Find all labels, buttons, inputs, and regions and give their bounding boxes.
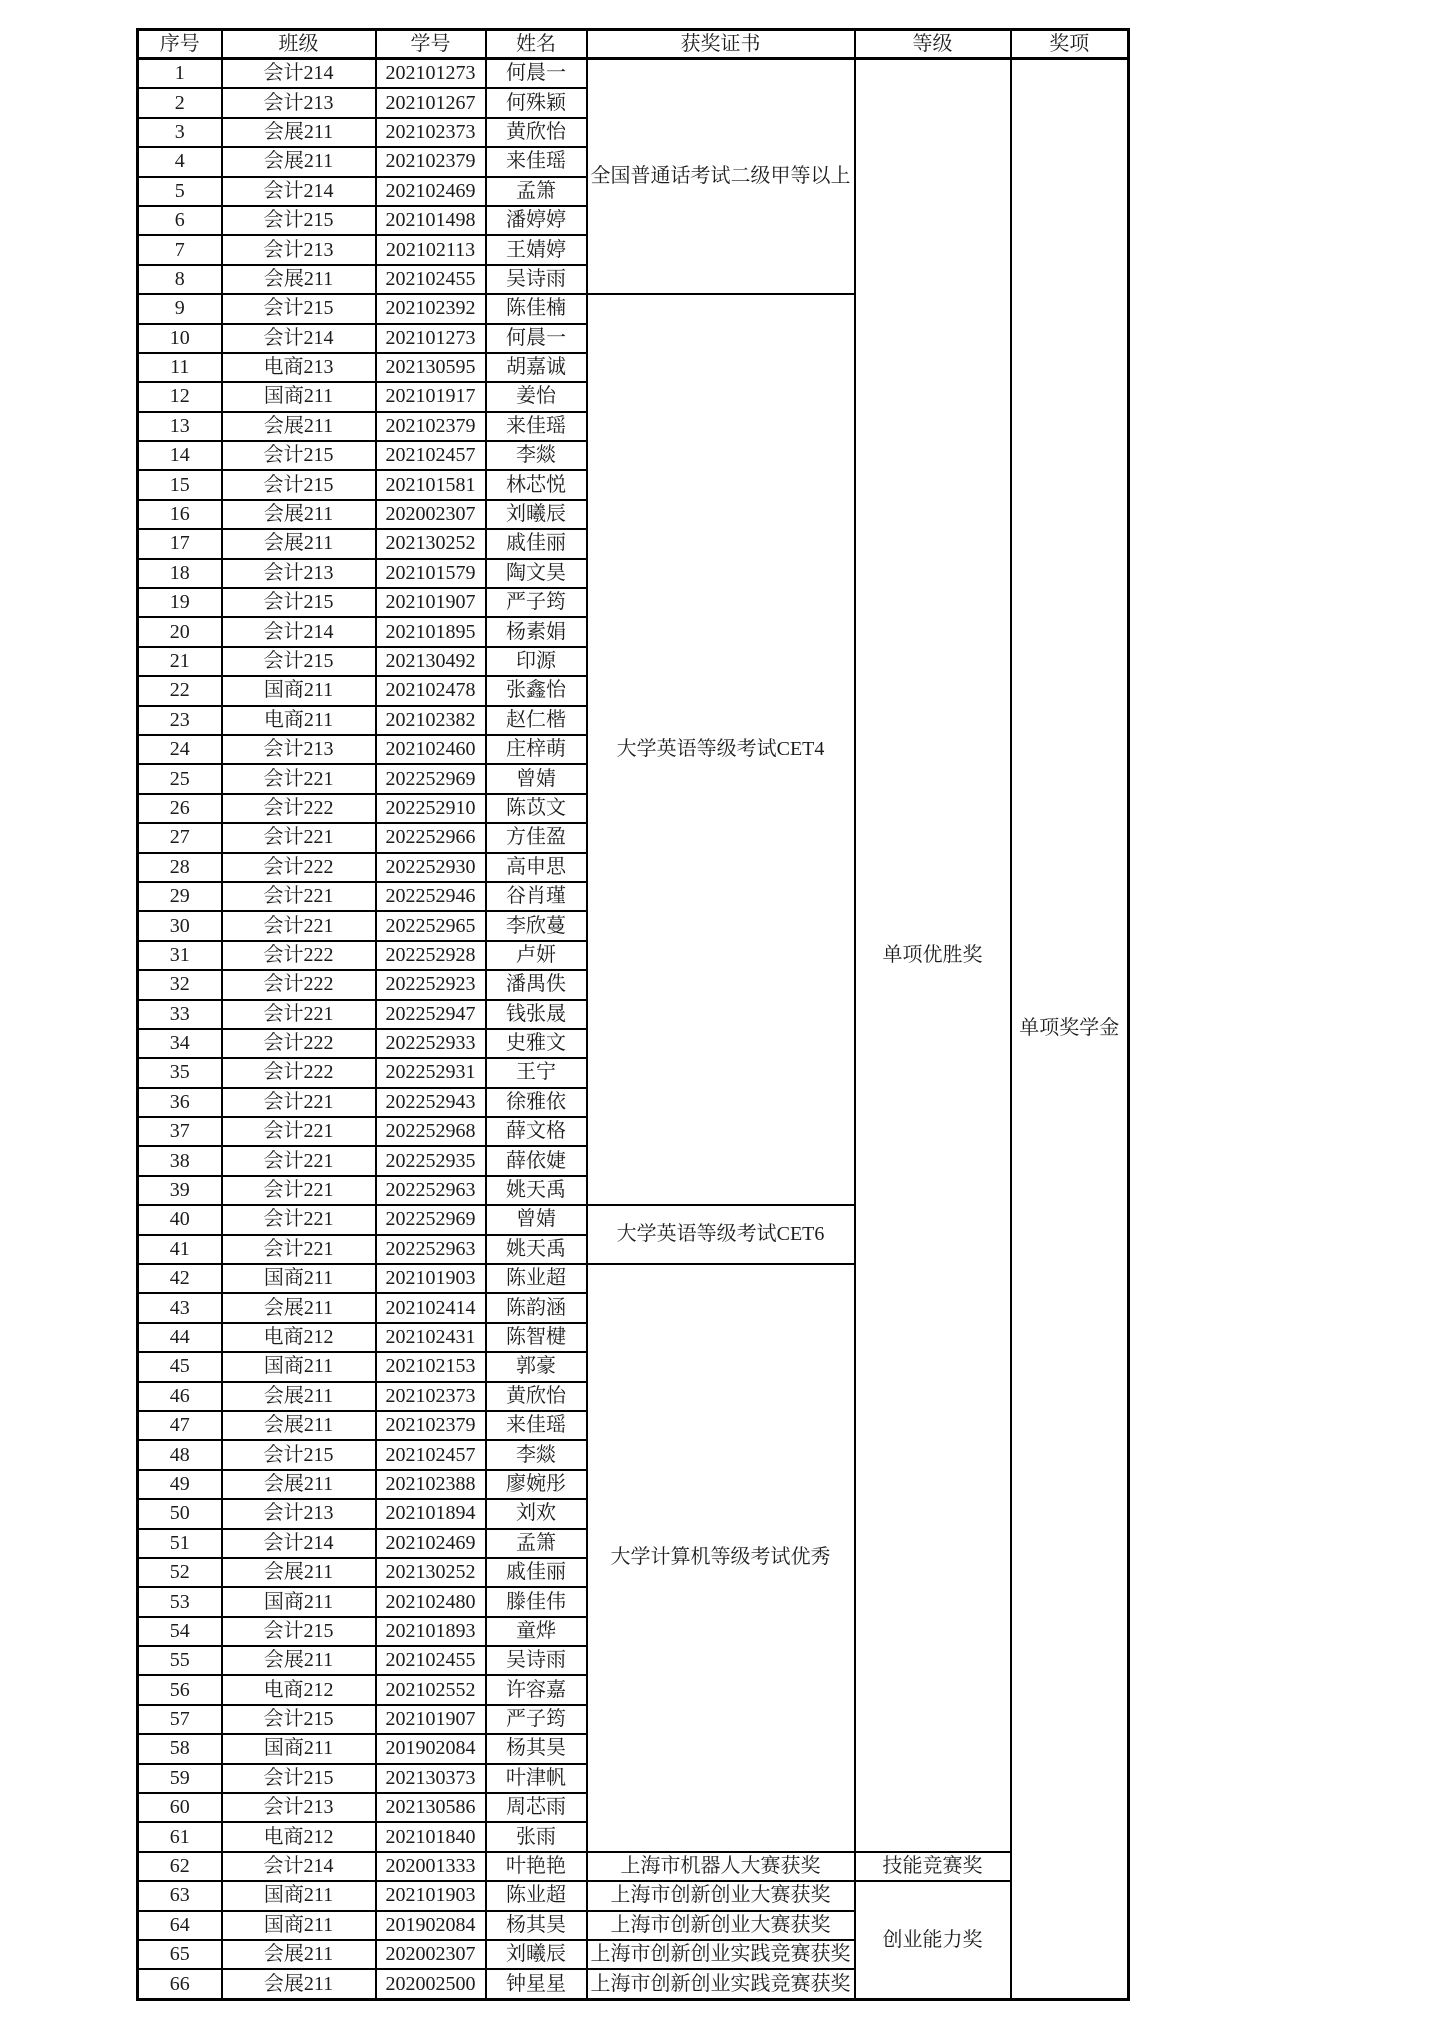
class-cell: 会计214: [222, 1852, 376, 1881]
row-number-cell: 60: [138, 1793, 222, 1822]
student-id-cell: 202252910: [376, 794, 486, 823]
header-serial-number: 序号: [138, 30, 222, 59]
class-cell: 电商213: [222, 353, 376, 382]
name-cell: 来佳瑶: [486, 147, 587, 176]
row-number-cell: 52: [138, 1558, 222, 1587]
row-number-cell: 17: [138, 529, 222, 558]
student-id-cell: 202102469: [376, 1529, 486, 1558]
student-id-cell: 202252933: [376, 1029, 486, 1058]
name-cell: 陈智楗: [486, 1323, 587, 1352]
student-id-cell: 202252969: [376, 1205, 486, 1234]
name-cell: 李燚: [486, 441, 587, 470]
certificate-cell: 上海市创新创业大赛获奖: [587, 1911, 855, 1940]
row-number-cell: 5: [138, 177, 222, 206]
name-cell: 李欣蔓: [486, 911, 587, 940]
row-number-cell: 21: [138, 647, 222, 676]
name-cell: 戚佳丽: [486, 1558, 587, 1587]
name-cell: 来佳瑶: [486, 412, 587, 441]
student-id-cell: 202102379: [376, 412, 486, 441]
student-id-cell: 202252923: [376, 970, 486, 999]
row-number-cell: 39: [138, 1176, 222, 1205]
name-cell: 何晨一: [486, 59, 587, 89]
student-id-cell: 202252969: [376, 764, 486, 793]
name-cell: 钱张晟: [486, 1000, 587, 1029]
row-number-cell: 16: [138, 500, 222, 529]
row-number-cell: 36: [138, 1088, 222, 1117]
name-cell: 曾婧: [486, 764, 587, 793]
name-cell: 杨其昊: [486, 1911, 587, 1940]
student-id-cell: 202102392: [376, 294, 486, 323]
student-id-cell: 202002500: [376, 1969, 486, 1999]
name-cell: 孟箫: [486, 177, 587, 206]
class-cell: 会计215: [222, 470, 376, 499]
award-cell: 单项奖学金: [1011, 59, 1129, 2000]
name-cell: 戚佳丽: [486, 529, 587, 558]
class-cell: 会计215: [222, 1440, 376, 1469]
row-number-cell: 55: [138, 1646, 222, 1675]
name-cell: 何殊颖: [486, 88, 587, 117]
student-id-cell: 202102379: [376, 147, 486, 176]
name-cell: 薛文格: [486, 1117, 587, 1146]
name-cell: 廖婉彤: [486, 1470, 587, 1499]
name-cell: 林芯悦: [486, 470, 587, 499]
student-id-cell: 202102388: [376, 1470, 486, 1499]
name-cell: 方佳盈: [486, 823, 587, 852]
class-cell: 会展211: [222, 1382, 376, 1411]
class-cell: 会计213: [222, 735, 376, 764]
class-cell: 会展211: [222, 500, 376, 529]
row-number-cell: 62: [138, 1852, 222, 1881]
name-cell: 刘欢: [486, 1499, 587, 1528]
class-cell: 会计214: [222, 617, 376, 646]
row-number-cell: 28: [138, 853, 222, 882]
class-cell: 会计213: [222, 1793, 376, 1822]
row-number-cell: 11: [138, 353, 222, 382]
name-cell: 陈苡文: [486, 794, 587, 823]
certificate-cell: 上海市机器人大赛获奖: [587, 1852, 855, 1881]
row-number-cell: 34: [138, 1029, 222, 1058]
class-cell: 会计221: [222, 1235, 376, 1264]
class-cell: 电商212: [222, 1323, 376, 1352]
student-id-cell: 202252963: [376, 1176, 486, 1205]
student-id-cell: 202130595: [376, 353, 486, 382]
name-cell: 张鑫怡: [486, 676, 587, 705]
name-cell: 姚天禹: [486, 1235, 587, 1264]
class-cell: 会计213: [222, 559, 376, 588]
class-cell: 会展211: [222, 1558, 376, 1587]
class-cell: 国商211: [222, 1352, 376, 1381]
class-cell: 会计215: [222, 441, 376, 470]
name-cell: 吴诗雨: [486, 265, 587, 294]
header-grade: 等级: [855, 30, 1011, 59]
student-id-cell: 202252935: [376, 1146, 486, 1175]
certificate-cell: 上海市创新创业实践竞赛获奖: [587, 1940, 855, 1969]
class-cell: 国商211: [222, 382, 376, 411]
student-id-cell: 202101895: [376, 617, 486, 646]
name-cell: 陈佳楠: [486, 294, 587, 323]
name-cell: 胡嘉诚: [486, 353, 587, 382]
student-id-cell: 202102455: [376, 265, 486, 294]
student-id-cell: 202102455: [376, 1646, 486, 1675]
certificate-cell: 大学英语等级考试CET6: [587, 1205, 855, 1264]
class-cell: 会计213: [222, 1499, 376, 1528]
class-cell: 会计215: [222, 294, 376, 323]
student-id-cell: 202002307: [376, 500, 486, 529]
row-number-cell: 2: [138, 88, 222, 117]
student-id-cell: 202101903: [376, 1264, 486, 1293]
class-cell: 会计221: [222, 1205, 376, 1234]
grade-cell: 创业能力奖: [855, 1881, 1011, 1999]
name-cell: 郭豪: [486, 1352, 587, 1381]
table-row: [138, 1852, 1129, 1881]
name-cell: 王婧婷: [486, 235, 587, 264]
student-id-cell: 202252965: [376, 911, 486, 940]
row-number-cell: 58: [138, 1734, 222, 1763]
class-cell: 会计222: [222, 970, 376, 999]
name-cell: 张雨: [486, 1822, 587, 1851]
row-number-cell: 53: [138, 1587, 222, 1616]
row-number-cell: 15: [138, 470, 222, 499]
row-number-cell: 49: [138, 1470, 222, 1499]
row-number-cell: 44: [138, 1323, 222, 1352]
name-cell: 薛依婕: [486, 1146, 587, 1175]
row-number-cell: 59: [138, 1764, 222, 1793]
student-id-cell: 202102478: [376, 676, 486, 705]
class-cell: 会展211: [222, 1470, 376, 1499]
name-cell: 叶津帆: [486, 1764, 587, 1793]
name-cell: 潘禺佚: [486, 970, 587, 999]
name-cell: 印源: [486, 647, 587, 676]
certificate-cell: 上海市创新创业实践竞赛获奖: [587, 1969, 855, 1999]
student-id-cell: 202252946: [376, 882, 486, 911]
student-id-cell: 202130586: [376, 1793, 486, 1822]
name-cell: 何晨一: [486, 324, 587, 353]
row-number-cell: 51: [138, 1529, 222, 1558]
class-cell: 会展211: [222, 147, 376, 176]
row-number-cell: 48: [138, 1440, 222, 1469]
row-number-cell: 57: [138, 1705, 222, 1734]
class-cell: 会计214: [222, 177, 376, 206]
row-number-cell: 6: [138, 206, 222, 235]
name-cell: 刘曦辰: [486, 1940, 587, 1969]
table-row: [138, 59, 1129, 89]
row-number-cell: 10: [138, 324, 222, 353]
name-cell: 叶艳艳: [486, 1852, 587, 1881]
student-id-cell: 202102552: [376, 1675, 486, 1704]
class-cell: 会展211: [222, 1940, 376, 1969]
class-cell: 会计214: [222, 324, 376, 353]
class-cell: 会展211: [222, 1293, 376, 1322]
class-cell: 会计215: [222, 588, 376, 617]
row-number-cell: 8: [138, 265, 222, 294]
row-number-cell: 47: [138, 1411, 222, 1440]
name-cell: 高申思: [486, 853, 587, 882]
row-number-cell: 13: [138, 412, 222, 441]
row-number-cell: 23: [138, 706, 222, 735]
certificate-cell: 全国普通话考试二级甲等以上: [587, 59, 855, 295]
name-cell: 黄欣怡: [486, 118, 587, 147]
name-cell: 滕佳伟: [486, 1587, 587, 1616]
row-number-cell: 20: [138, 617, 222, 646]
student-id-cell: 202102382: [376, 706, 486, 735]
row-number-cell: 4: [138, 147, 222, 176]
class-cell: 电商212: [222, 1675, 376, 1704]
row-number-cell: 1: [138, 59, 222, 89]
class-cell: 会计221: [222, 764, 376, 793]
student-id-cell: 202102457: [376, 441, 486, 470]
class-cell: 会计221: [222, 823, 376, 852]
class-cell: 会计222: [222, 794, 376, 823]
row-number-cell: 31: [138, 941, 222, 970]
row-number-cell: 24: [138, 735, 222, 764]
row-number-cell: 29: [138, 882, 222, 911]
class-cell: 电商212: [222, 1822, 376, 1851]
row-number-cell: 33: [138, 1000, 222, 1029]
student-id-cell: 202102457: [376, 1440, 486, 1469]
student-id-cell: 202102113: [376, 235, 486, 264]
class-cell: 会计222: [222, 1029, 376, 1058]
student-id-cell: 202002307: [376, 1940, 486, 1969]
row-number-cell: 66: [138, 1969, 222, 1999]
student-id-cell: 202102460: [376, 735, 486, 764]
row-number-cell: 61: [138, 1822, 222, 1851]
class-cell: 国商211: [222, 1264, 376, 1293]
row-number-cell: 46: [138, 1382, 222, 1411]
name-cell: 黄欣怡: [486, 1382, 587, 1411]
class-cell: 会计221: [222, 1117, 376, 1146]
class-cell: 会展211: [222, 1969, 376, 1999]
row-number-cell: 26: [138, 794, 222, 823]
name-cell: 孟箫: [486, 1529, 587, 1558]
row-number-cell: 63: [138, 1881, 222, 1910]
row-number-cell: 9: [138, 294, 222, 323]
class-cell: 会计213: [222, 88, 376, 117]
student-id-cell: 202102373: [376, 118, 486, 147]
grade-cell: 技能竞赛奖: [855, 1852, 1011, 1881]
name-cell: 刘曦辰: [486, 500, 587, 529]
name-cell: 杨其昊: [486, 1734, 587, 1763]
student-id-cell: 202101894: [376, 1499, 486, 1528]
row-number-cell: 50: [138, 1499, 222, 1528]
student-id-cell: 202001333: [376, 1852, 486, 1881]
student-id-cell: 202102480: [376, 1587, 486, 1616]
student-id-cell: 202252931: [376, 1058, 486, 1087]
name-cell: 严子筠: [486, 588, 587, 617]
student-id-cell: 202101498: [376, 206, 486, 235]
student-id-cell: 202130252: [376, 1558, 486, 1587]
student-id-cell: 202252947: [376, 1000, 486, 1029]
table-row: [138, 1881, 1129, 1910]
row-number-cell: 43: [138, 1293, 222, 1322]
class-cell: 会计222: [222, 1058, 376, 1087]
name-cell: 徐雅依: [486, 1088, 587, 1117]
name-cell: 赵仁楷: [486, 706, 587, 735]
class-cell: 国商211: [222, 1911, 376, 1940]
student-id-cell: 202101893: [376, 1617, 486, 1646]
student-id-cell: 202252928: [376, 941, 486, 970]
name-cell: 来佳瑶: [486, 1411, 587, 1440]
student-id-cell: 202102469: [376, 177, 486, 206]
row-number-cell: 19: [138, 588, 222, 617]
student-id-cell: 202101907: [376, 588, 486, 617]
name-cell: 谷肖瑾: [486, 882, 587, 911]
class-cell: 会计213: [222, 235, 376, 264]
name-cell: 杨素娟: [486, 617, 587, 646]
class-cell: 会计221: [222, 882, 376, 911]
class-cell: 会展211: [222, 1646, 376, 1675]
student-id-cell: 202102373: [376, 1382, 486, 1411]
name-cell: 吴诗雨: [486, 1646, 587, 1675]
row-number-cell: 64: [138, 1911, 222, 1940]
class-cell: 会展211: [222, 118, 376, 147]
row-number-cell: 12: [138, 382, 222, 411]
class-cell: 会计214: [222, 59, 376, 89]
student-id-cell: 202101273: [376, 59, 486, 89]
class-cell: 会计214: [222, 1529, 376, 1558]
student-id-cell: 202101581: [376, 470, 486, 499]
student-awards-table: [136, 28, 1130, 2001]
header-name: 姓名: [486, 30, 587, 59]
row-number-cell: 38: [138, 1146, 222, 1175]
row-number-cell: 45: [138, 1352, 222, 1381]
header-award: 奖项: [1011, 30, 1129, 59]
class-cell: 会计215: [222, 206, 376, 235]
class-cell: 国商211: [222, 676, 376, 705]
class-cell: 会计221: [222, 1000, 376, 1029]
certificate-cell: 大学计算机等级考试优秀: [587, 1264, 855, 1852]
row-number-cell: 42: [138, 1264, 222, 1293]
class-cell: 会计221: [222, 1146, 376, 1175]
student-id-cell: 201902084: [376, 1911, 486, 1940]
name-cell: 卢妍: [486, 941, 587, 970]
class-cell: 会计222: [222, 853, 376, 882]
name-cell: 李燚: [486, 1440, 587, 1469]
name-cell: 陶文昊: [486, 559, 587, 588]
student-id-cell: 202101917: [376, 382, 486, 411]
name-cell: 陈韵涵: [486, 1293, 587, 1322]
student-id-cell: 202252963: [376, 1235, 486, 1264]
class-cell: 国商211: [222, 1734, 376, 1763]
row-number-cell: 40: [138, 1205, 222, 1234]
name-cell: 姚天禹: [486, 1176, 587, 1205]
class-cell: 会计221: [222, 911, 376, 940]
class-cell: 会计222: [222, 941, 376, 970]
student-id-cell: 202130492: [376, 647, 486, 676]
name-cell: 庄梓萌: [486, 735, 587, 764]
table-body: [138, 59, 1129, 2000]
row-number-cell: 22: [138, 676, 222, 705]
student-id-cell: 202102431: [376, 1323, 486, 1352]
class-cell: 会计221: [222, 1088, 376, 1117]
student-id-cell: 202101579: [376, 559, 486, 588]
header-certificate: 获奖证书: [587, 30, 855, 59]
header-class: 班级: [222, 30, 376, 59]
name-cell: 史雅文: [486, 1029, 587, 1058]
row-number-cell: 14: [138, 441, 222, 470]
name-cell: 钟星星: [486, 1969, 587, 1999]
name-cell: 姜怡: [486, 382, 587, 411]
class-cell: 会展211: [222, 265, 376, 294]
student-id-cell: 202101903: [376, 1881, 486, 1910]
student-id-cell: 202102379: [376, 1411, 486, 1440]
class-cell: 会计221: [222, 1176, 376, 1205]
class-cell: 会展211: [222, 412, 376, 441]
student-id-cell: 202101907: [376, 1705, 486, 1734]
name-cell: 许容嘉: [486, 1675, 587, 1704]
row-number-cell: 41: [138, 1235, 222, 1264]
student-id-cell: 202252943: [376, 1088, 486, 1117]
student-id-cell: 202130373: [376, 1764, 486, 1793]
class-cell: 会计215: [222, 1617, 376, 1646]
student-id-cell: 202252930: [376, 853, 486, 882]
student-id-cell: 202252968: [376, 1117, 486, 1146]
row-number-cell: 30: [138, 911, 222, 940]
class-cell: 国商211: [222, 1881, 376, 1910]
student-id-cell: 201902084: [376, 1734, 486, 1763]
header-student-id: 学号: [376, 30, 486, 59]
student-id-cell: 202252966: [376, 823, 486, 852]
class-cell: 会展211: [222, 1411, 376, 1440]
row-number-cell: 32: [138, 970, 222, 999]
name-cell: 潘婷婷: [486, 206, 587, 235]
name-cell: 曾婧: [486, 1205, 587, 1234]
student-id-cell: 202102153: [376, 1352, 486, 1381]
grade-cell: 单项优胜奖: [855, 59, 1011, 1852]
class-cell: 会展211: [222, 529, 376, 558]
student-id-cell: 202101840: [376, 1822, 486, 1851]
student-id-cell: 202101273: [376, 324, 486, 353]
name-cell: 陈业超: [486, 1881, 587, 1910]
row-number-cell: 3: [138, 118, 222, 147]
row-number-cell: 56: [138, 1675, 222, 1704]
certificate-cell: 大学英语等级考试CET4: [587, 294, 855, 1205]
student-id-cell: 202101267: [376, 88, 486, 117]
row-number-cell: 35: [138, 1058, 222, 1087]
student-id-cell: 202130252: [376, 529, 486, 558]
row-number-cell: 65: [138, 1940, 222, 1969]
row-number-cell: 27: [138, 823, 222, 852]
class-cell: 会计215: [222, 647, 376, 676]
class-cell: 电商211: [222, 706, 376, 735]
class-cell: 会计215: [222, 1764, 376, 1793]
name-cell: 严子筠: [486, 1705, 587, 1734]
name-cell: 陈业超: [486, 1264, 587, 1293]
row-number-cell: 18: [138, 559, 222, 588]
class-cell: 国商211: [222, 1587, 376, 1616]
certificate-cell: 上海市创新创业大赛获奖: [587, 1881, 855, 1910]
row-number-cell: 37: [138, 1117, 222, 1146]
name-cell: 王宁: [486, 1058, 587, 1087]
table-header-row: [138, 30, 1129, 59]
row-number-cell: 7: [138, 235, 222, 264]
row-number-cell: 25: [138, 764, 222, 793]
row-number-cell: 54: [138, 1617, 222, 1646]
class-cell: 会计215: [222, 1705, 376, 1734]
name-cell: 周芯雨: [486, 1793, 587, 1822]
student-id-cell: 202102414: [376, 1293, 486, 1322]
name-cell: 童烨: [486, 1617, 587, 1646]
